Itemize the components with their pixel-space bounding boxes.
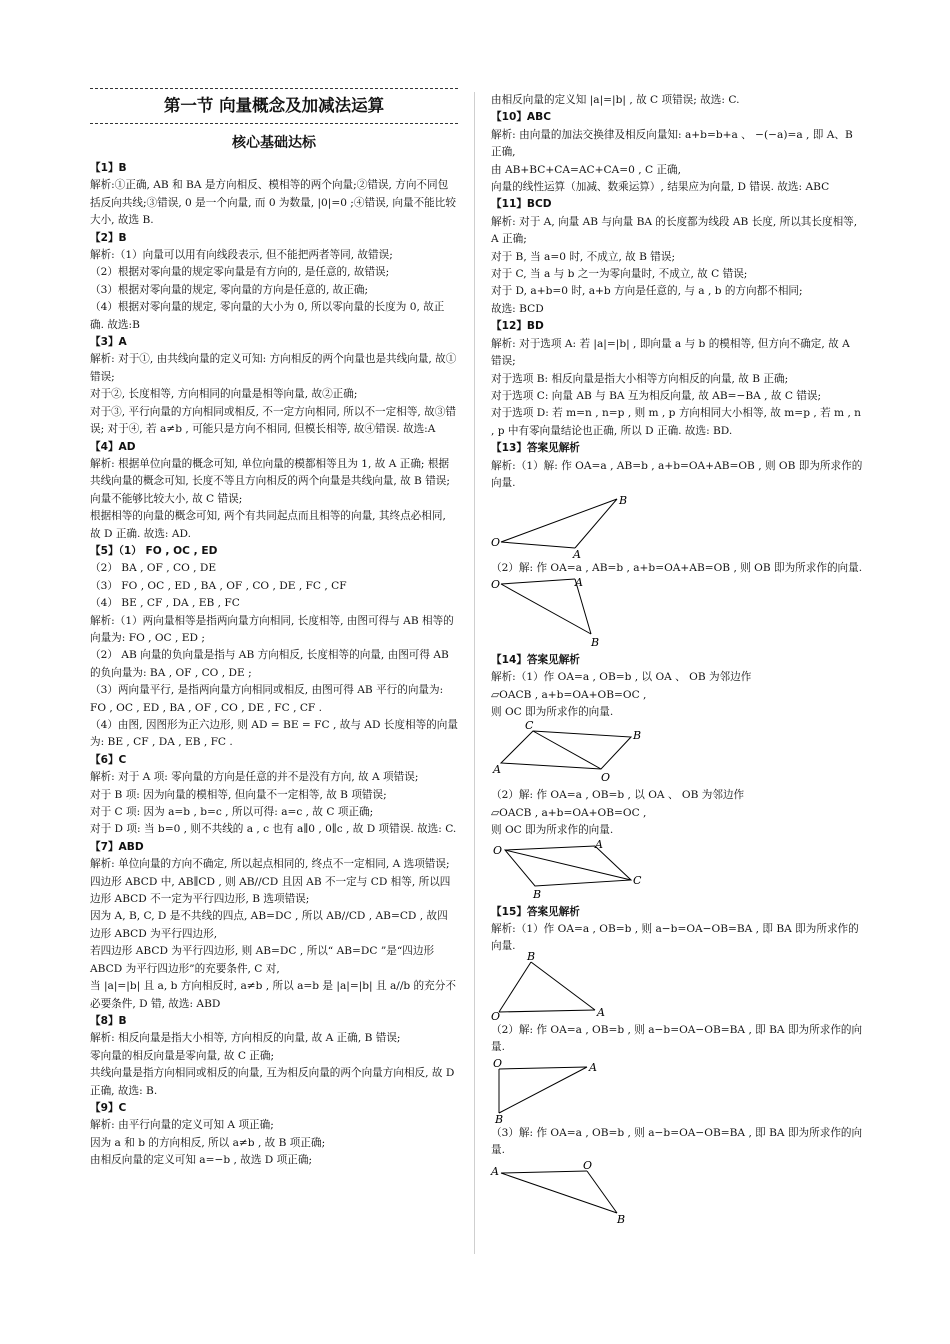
text-line: ▱OACB , a+b=OA+OB=OC , bbox=[491, 806, 647, 819]
label-O: O bbox=[583, 1159, 593, 1173]
text-line: 对于 B, 当 a=0 时, 不成立, 故 B 错误; bbox=[491, 250, 676, 263]
answers-10-13 bbox=[491, 92, 863, 492]
figure-15-2 bbox=[491, 1056, 671, 1126]
text-line: 解析:（1）两向量相等是指两向量方向相同, 长度相等, 由图可得与 AB 相等的向量为: FO , OC , ED ; bbox=[90, 614, 454, 644]
question-number: 【12】BD bbox=[491, 320, 544, 333]
right-column bbox=[491, 92, 863, 1225]
text-line: 解析: 对于 A 项: 零向量的方向是任意的并不是没有方向, 故 A 项错误; bbox=[90, 771, 419, 784]
figure-14-2 bbox=[491, 837, 671, 902]
label-O: O bbox=[493, 843, 503, 857]
label-A: A bbox=[491, 1165, 499, 1179]
text-line: 若四边形 ABCD 为平行四边形, 则 AB=DC , 所以“ AB=DC ”是“四边形 ABCD 为平行四边形”的充要条件, C 对, bbox=[90, 945, 435, 975]
text-line: （3） FO , OC , ED , BA , OF , CO , DE , FC , CF bbox=[90, 579, 347, 592]
text-line: 解析:①正确, AB 和 BA 是方向相反、模相等的两个向量;②错误, 方向不同包括反向共线;③错误, 0 是一个向量, 而 0 为数量, |0|=0 ;④错误, 向量不能比较大小, 故选 B. bbox=[90, 179, 456, 227]
question-number: 【9】C bbox=[90, 1101, 127, 1114]
title-top-rule bbox=[90, 88, 458, 89]
text-line: 共线向量是指方向相同或相反的向量, 互为相反向量的两个向量方向相反, 故 D 正确, 故选: B. bbox=[90, 1067, 455, 1097]
question-number: 【6】C bbox=[90, 753, 127, 766]
label-O: O bbox=[491, 577, 501, 591]
answer-15-3 bbox=[491, 1125, 863, 1160]
text-line: 零向量的相反向量是零向量, 故 C 正确; bbox=[90, 1049, 275, 1062]
label-B: B bbox=[533, 887, 542, 901]
text-line: 因为 a 和 b 的方向相反, 所以 a≠b , 故 B 项正确; bbox=[90, 1136, 326, 1149]
text-line: 四边形 ABCD 中, AB∥CD , 则 AB//CD 且因 AB 不一定与 CD 相等, 所以四边形 ABCD 不一定为平行四边形, B 选项错误; bbox=[90, 875, 451, 906]
text-line: 故选: BCD bbox=[491, 302, 544, 315]
label-C: C bbox=[633, 873, 642, 887]
figure-14-1 bbox=[491, 719, 671, 785]
question-number: 【1】B bbox=[90, 162, 127, 174]
text-line: 解析:（1）作 OA=a , OB=b , 以 OA 、 OB 为邻边作 bbox=[491, 671, 752, 684]
label-A: A bbox=[589, 1060, 597, 1074]
text-line: 解析: 对于选项 A: 若 |a|=|b| , 即向量 a 与 b 的模相等, 但方向不确定, 故 A 错误; bbox=[491, 337, 850, 368]
text-line: 由相反向量的定义可知 a=−b , 故选 D 项正确; bbox=[90, 1154, 313, 1167]
text-line: ▱OACB , a+b=OA+OB=OC , bbox=[491, 688, 647, 701]
text-line: （4） BE , CF , DA , EB , FC bbox=[90, 597, 240, 610]
label-O: O bbox=[601, 771, 611, 785]
text-line: 对于选项 C: 向量 AB 与 BA 互为相反向量, 故 AB=−BA , 故 C 错误; bbox=[491, 389, 822, 402]
question-number: 【13】答案见解析 bbox=[491, 442, 580, 455]
title-bottom-rule bbox=[90, 123, 458, 124]
question-number: 【7】ABD bbox=[90, 840, 144, 853]
label-B: B bbox=[591, 635, 600, 649]
text-line: （3）根据对零向量的规定, 零向量的方向是任意的, 故正确; bbox=[90, 283, 369, 296]
text-line: （2）解: 作 OA=a , OB=b , 以 OA 、 OB 为邻边作 bbox=[491, 789, 745, 802]
answer-14-2 bbox=[491, 787, 863, 839]
label-A: A bbox=[575, 575, 583, 589]
text-line: （2）根据对零向量的规定零向量是有方向的, 是任意的, 故错误; bbox=[90, 266, 390, 279]
text-line: 解析: 由平行向量的定义可知 A 项正确; bbox=[90, 1119, 274, 1132]
answer-15-2 bbox=[491, 1022, 863, 1057]
text-line: 由相反向量的定义知 |a|=|b| , 故 C 项错误; 故选: C. bbox=[491, 94, 740, 106]
text-line: 对于②, 长度相等, 方向相同的向量是相等向量, 故②正确; bbox=[90, 388, 358, 401]
text-line: 向量不能够比较大小, 故 C 错误; bbox=[90, 492, 243, 505]
question-number: 【10】ABC bbox=[491, 111, 551, 124]
question-number: 【15】答案见解析 bbox=[491, 905, 580, 918]
text-line: 解析: 根据单位向量的概念可知, 单位向量的模都相等且为 1, 故 A 正确; 根据共线向量的概念可知, 长度不等且方向相反的两个向量是共线向量, 故 B 错误; bbox=[90, 457, 450, 488]
label-A: A bbox=[597, 1005, 605, 1019]
question-number: 【2】B bbox=[90, 231, 127, 244]
left-body bbox=[90, 160, 458, 1170]
label-A: A bbox=[595, 837, 603, 851]
text-line: 对于选项 D: 若 m=n , n=p , 则 m , p 方向相同大小相等, 故 m=p , 若 m , n , p 中有零向量结论也正确, 所以 D 正确. 故选: BD. bbox=[491, 407, 862, 437]
label-B: B bbox=[633, 729, 642, 743]
question-number: 【8】B bbox=[90, 1014, 127, 1027]
text-line: 对于 C 项: 因为 a=b , b=c , 所以可得: a=c , 故 C 项正确; bbox=[90, 806, 374, 819]
text-line: 解析:（1）向量可以用有向线段表示, 但不能把两者等同, 故错误; bbox=[90, 249, 393, 262]
answer-15-1 bbox=[491, 904, 863, 956]
text-line: 当 |a|=|b| 且 a, b 方向相反时, a≠b , 所以 a=b 是 |a|=|b| 且 a//b 的充分不必要条件, D 错, 故选: ABD bbox=[90, 980, 456, 1010]
answer-13-2 bbox=[491, 560, 863, 577]
text-line: 解析: 单位向量的方向不确定, 所以起点相同的, 终点不一定相同, A 选项错误; bbox=[90, 858, 450, 871]
left-column bbox=[90, 86, 458, 1170]
answer-14-1 bbox=[491, 652, 863, 722]
text-line: （3）两向量平行, 是指两向量方向相同或相反, 由图可得 AB 平行的向量为: FO , OC , ED , BA , OF , CO , DE , FC , CF . bbox=[90, 684, 444, 714]
text-line: 解析:（1）解: 作 OA=a , AB=b , a+b=OA+AB=OB , 则 OB 即为所求作的向量. bbox=[491, 459, 863, 489]
text-line: 则 OC 即为所求作的向量. bbox=[491, 824, 614, 837]
text-line: （4）由图, 因图形为正六边形, 则 AD = BE = FC , 故与 AD 长度相等的向量为: BE , CF , DA , EB , FC . bbox=[90, 719, 458, 749]
section-subtitle: 核心基础达标 bbox=[232, 135, 316, 151]
text-line: 解析: 由向量的加法交换律及相反向量知: a+b=b+a 、 −(−a)=a , 即 A、B 正确, bbox=[491, 128, 853, 159]
question-number: 【14】答案见解析 bbox=[491, 653, 580, 666]
question-number: 【3】A bbox=[90, 336, 127, 349]
text-line: 对于③, 平行向量的方向相同或相反, 不一定方向相同, 所以不一定相等, 故③错误; 对于④, 若 a≠b , 可能只是方向不相同, 但模长相等, 故④错误. 故选:A bbox=[90, 405, 456, 436]
label-O: O bbox=[491, 536, 501, 550]
label-O: O bbox=[493, 1056, 503, 1070]
figure-13-2 bbox=[491, 575, 671, 650]
text-line: 对于选项 B: 相反向量是指大小相等方向相反的向量, 故 B 正确; bbox=[491, 372, 789, 385]
text-line: 由 AB+BC+CA=AC+CA=0 , C 正确, bbox=[491, 163, 682, 176]
text-line: 根据相等的向量的概念可知, 两个有共同起点而且相等的向量, 其终点必相同, 故 D 正确. 故选: AD. bbox=[90, 510, 446, 540]
label-O: O bbox=[491, 1009, 501, 1023]
figure-13-1 bbox=[491, 494, 671, 562]
column-divider bbox=[474, 92, 475, 1254]
text-line: （2） AB 向量的负向量是指与 AB 方向相反, 长度相等的向量, 由图可得 AB 的负向量为: BA , OF , CO , DE ; bbox=[90, 649, 449, 679]
text-line: 解析: 对于 A, 向量 AB 与向量 BA 的长度都为线段 AB 长度, 所以其长度相等, A 正确; bbox=[491, 215, 858, 246]
text-line: （3）解: 作 OA=a , OB=b , 则 a−b=OA−OB=BA , 即 BA 即为所求作的向量. bbox=[491, 1126, 863, 1157]
question-number: 【11】BCD bbox=[491, 198, 552, 211]
page-title: 第一节 向量概念及加减法运算 bbox=[163, 96, 385, 115]
text-line: 解析: 相反向量是指大小相等, 方向相反的向量, 故 A 正确, B 错误; bbox=[90, 1032, 401, 1045]
question-number: 【5】（1） FO , OC , ED bbox=[90, 544, 218, 557]
text-line: 向量的线性运算（加减、数乘运算）, 结果应为向量, D 错误. 故选: ABC bbox=[491, 181, 830, 194]
text-line: 对于 B 项: 因为向量的模相等, 但向量不一定相等, 故 B 项错误; bbox=[90, 788, 387, 801]
label-A: A bbox=[493, 763, 501, 777]
text-line: （2）解: 作 OA=a , OB=b , 则 a−b=OA−OB=BA , 即 BA 即为所求作的向量. bbox=[491, 1023, 863, 1054]
label-B: B bbox=[495, 1112, 504, 1126]
text-line: 对于 D, a+b=0 时, a+b 方向是任意的, 与 a , b 的方向都不相同; bbox=[491, 285, 803, 298]
label-B: B bbox=[617, 1213, 626, 1227]
label-A: A bbox=[573, 548, 581, 562]
text-line: 对于 D 项: 当 b=0 , 则不共线的 a , c 也有 a∥0 , 0∥c , 故 D 项错误. 故选: C. bbox=[90, 823, 457, 836]
figure-15-3 bbox=[491, 1159, 671, 1227]
text-line: 则 OC 即为所求作的向量. bbox=[491, 705, 614, 718]
label-B: B bbox=[527, 949, 536, 963]
label-B: B bbox=[619, 494, 628, 508]
text-line: 解析:（1）作 OA=a , OB=b , 则 a−b=OA−OB=BA , 即 BA 即为所求作的向量. bbox=[491, 923, 859, 953]
text-line: 对于 C, 当 a 与 b 之一为零向量时, 不成立, 故 C 错误; bbox=[491, 268, 748, 281]
label-C: C bbox=[525, 719, 534, 733]
text-line: （4）根据对零向量的规定, 零向量的大小为 0, 所以零向量的长度为 0, 故正确. 故选:B bbox=[90, 301, 445, 331]
text-line: （2） BA , OF , CO , DE bbox=[90, 562, 217, 575]
figure-15-1 bbox=[491, 949, 671, 1023]
text-line: （2）解: 作 OA=a , AB=b , a+b=OA+AB=OB , 则 OB 即为所求作的向量. bbox=[491, 562, 863, 575]
text-line: 解析: 对于①, 由共线向量的定义可知: 方向相反的两个向量也是共线向量, 故①错误; bbox=[90, 353, 457, 383]
question-number: 【4】AD bbox=[90, 440, 136, 453]
text-line: 因为 A, B, C, D 是不共线的四点, AB=DC , 所以 AB//CD , AB=CD , 故四边形 ABCD 为平行四边形, bbox=[90, 910, 448, 940]
